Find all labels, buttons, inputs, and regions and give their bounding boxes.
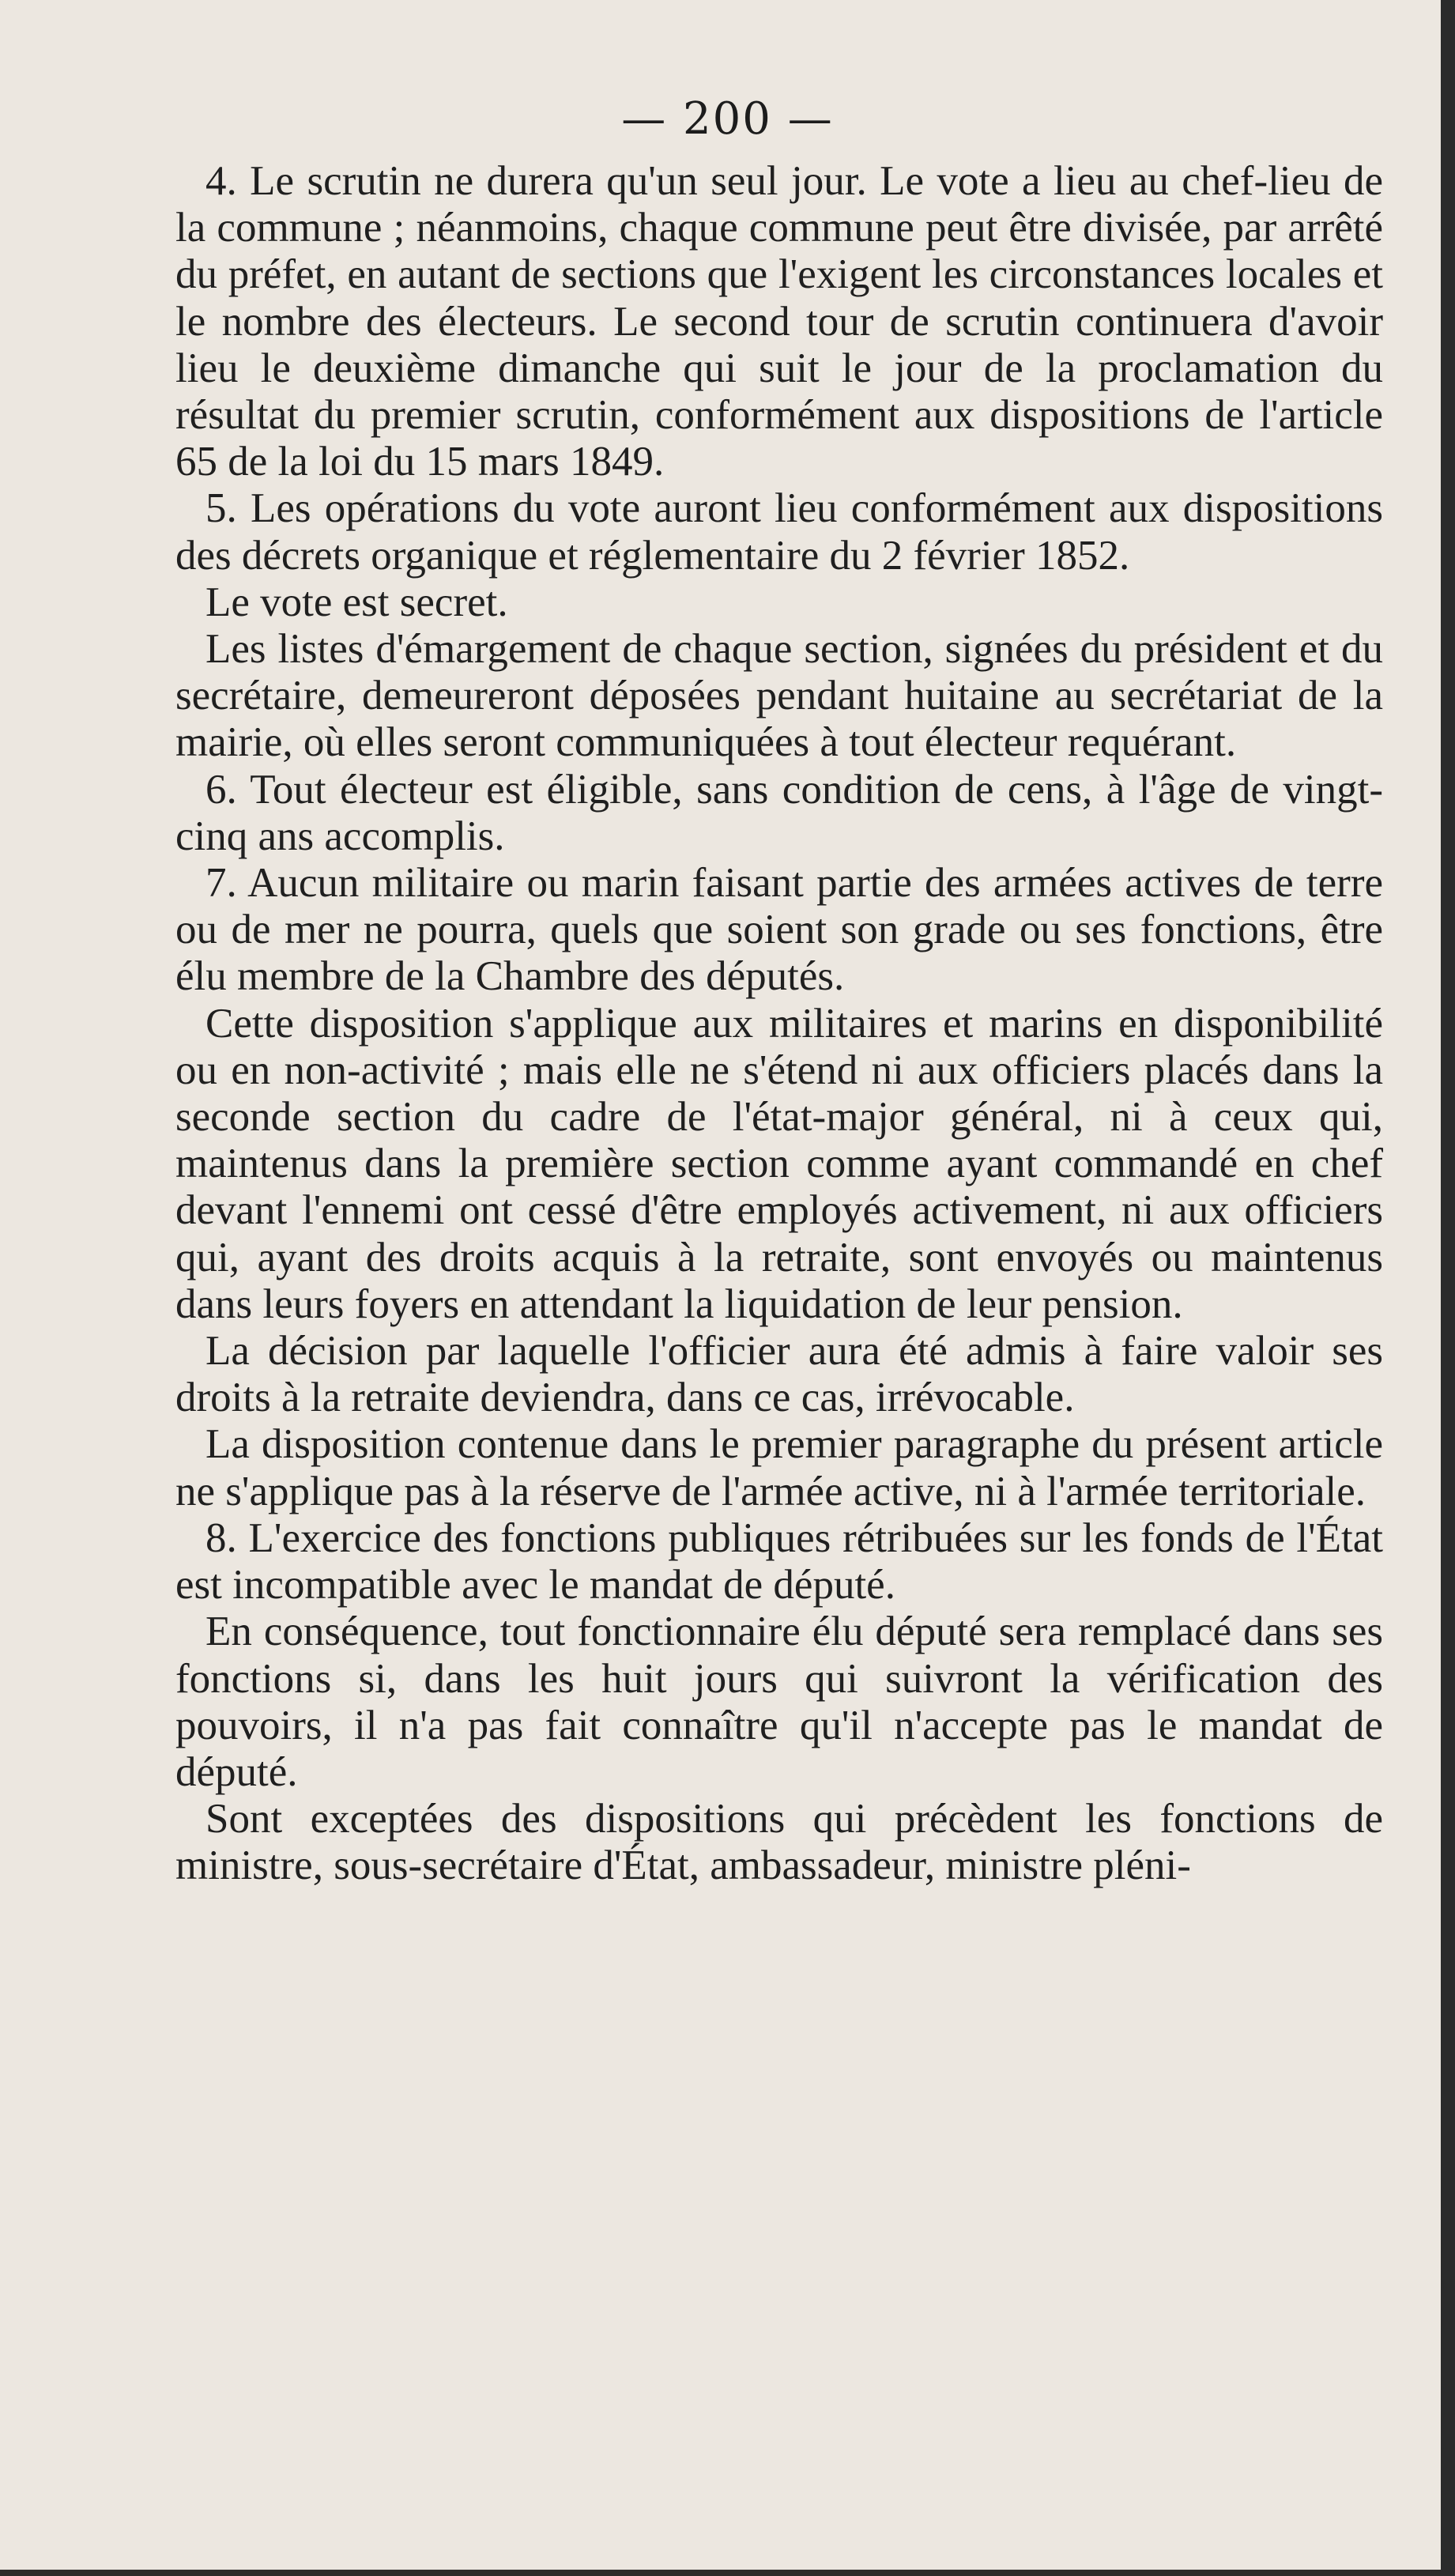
page-number: — 200 — — [621, 93, 834, 145]
paragraph-vote-secret: Le vote est secret. — [205, 579, 508, 625]
paragraph-reserve-armee: La disposition contenue dans le premier paragraphe du présent article ne s'applique pas à la réserve de l'armée active, ni à l'armée territoriale. — [175, 1421, 1383, 1514]
paragraph-article-5: 5. Les opérations du vote auront lieu conformément aux dispositions des décrets organique et réglementaire du 2 février 1852. — [175, 485, 1383, 579]
paragraph-article-8: 8. L'exercice des fonctions publiques rétribuées sur les fonds de l'État est incompatible avec le mandat de député. — [175, 1514, 1383, 1609]
paragraph-decision-retraite: La décision par laquelle l'officier aura été admis à faire valoir ses droits à la retraite deviendra, dans ce cas, irrévocable. — [175, 1328, 1383, 1421]
page-body — [175, 158, 1383, 1890]
paragraph-article-4: 4. Le scrutin ne durera qu'un seul jour. Le vote a lieu au chef-lieu de la commune ; néanmoins, chaque commune peut être divisée, par arrêté du préfet, en autant de sections que l'exigent les circonstances locales et le nombre des électeurs. Le second tour de scrutin continuera d'avoir lieu le deuxième dimanche qui suit le jour de la proclamation du résultat du premier scrutin, conformément aux dispositions de l'article 65 de la loi du 15 mars 1849. — [175, 158, 1383, 485]
paragraph-disposition-militaires: Cette disposition s'applique aux militaires et marins en disponibilité ou en non-activité ; mais elle ne s'étend ni aux officiers placés dans la seconde section du cadre de l'état-major général, ni à ceux qui, maintenus dans la première section comme ayant commandé en chef devant l'ennemi ont cessé d'être employés activement, ni aux officiers qui, ayant des droits acquis à la retraite, sont envoyés ou maintenus dans leurs foyers en attendant la liquidation de leur pension. — [175, 1000, 1383, 1327]
paragraph-exceptions: Sont exceptées des dispositions qui précèdent les fonctions de ministre, sous-secrétaire d'État, ambassadeur, ministre pléni- — [175, 1796, 1383, 1889]
paragraph-article-7: 7. Aucun militaire ou marin faisant partie des armées actives de terre ou de mer ne pourra, quels que soient son grade ou ses fonctions, être élu membre de la Chambre des députés. — [175, 860, 1383, 1000]
paragraph-article-6: 6. Tout électeur est éligible, sans condition de cens, à l'âge de vingt-cinq ans accomplis. — [175, 766, 1383, 859]
paragraph-fonctionnaire-remplace: En conséquence, tout fonctionnaire élu député sera remplacé dans ses fonctions si, dans les huit jours qui suivront la vérification des pouvoirs, il n'a pas fait connaître qu'il n'accepte pas le mandat de député. — [175, 1609, 1383, 1795]
paragraph-listes-emargement: Les listes d'émargement de chaque section, signées du président et du secrétaire, demeureront déposées pendant huitaine au secrétariat de la mairie, où elles seront communiquées à tout électeur requérant. — [175, 626, 1383, 766]
